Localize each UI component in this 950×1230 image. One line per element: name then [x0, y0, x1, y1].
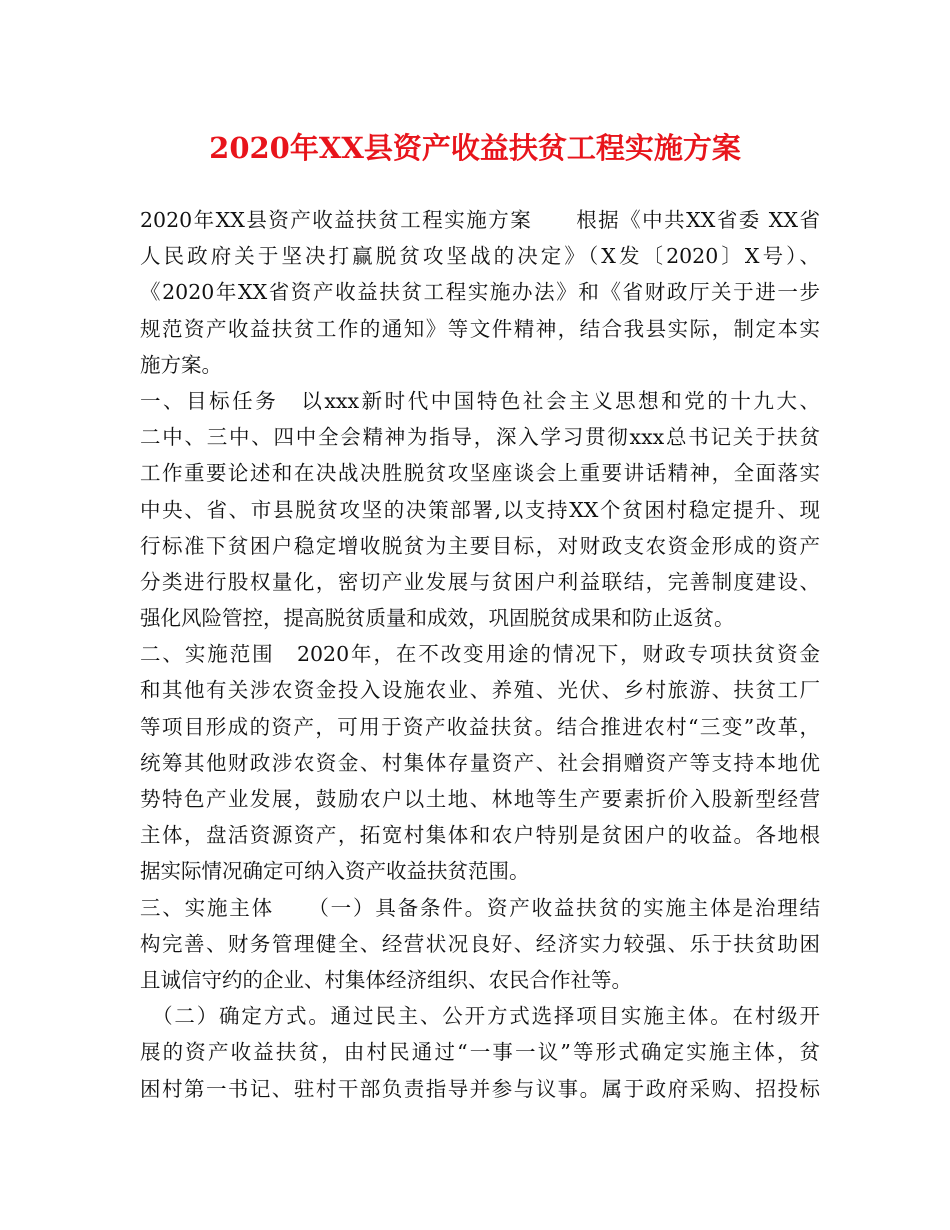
body-line: 二中、三中、四中全会精神为指导，深入学习贯彻xxx总书记关于扶贫 [140, 425, 820, 450]
body-line: 《2020年XX省资产收益扶贫工程实施办法》和《省财政厅关于进一步 [140, 280, 820, 305]
body-line: 行标准下贫困户稳定增收脱贫为主要目标，对财政支农资金形成的资产 [140, 533, 820, 558]
body-line: 势特色产业发展，鼓励农户以土地、林地等生产要素折价入股新型经营 [140, 787, 820, 811]
body-line: 二、实施范围 2020年，在不改变用途的情况下，财政专项扶贫资金 [140, 642, 820, 667]
document-title: 2020年XX县资产收益扶贫工程实施方案 [209, 131, 741, 165]
document-body [140, 202, 820, 1107]
body-line: 人民政府关于坚决打赢脱贫攻坚战的决定》（X发〔2020〕X号）、 [140, 244, 820, 269]
body-line: （二）确定方式。通过民主、公开方式选择项目实施主体。在村级开 [140, 1004, 820, 1029]
body-line: 分类进行股权量化，密切产业发展与贫困户利益联结，完善制度建设、 [140, 569, 820, 594]
body-line: 统筹其他财政涉农资金、村集体存量资产、社会捐赠资产等支持本地优 [140, 750, 820, 775]
body-line: 等项目形成的资产，可用于资产收益扶贫。结合推进农村“三变”改革， [140, 714, 820, 739]
body-line: 规范资产收益扶贫工作的通知》等文件精神，结合我县实际，制定本实 [140, 316, 820, 341]
body-line: 且诚信守约的企业、村集体经济组织、农民合作社等。 [140, 967, 632, 992]
body-line: 中央、省、市县脱贫攻坚的决策部署,以支持XX个贫困村稳定提升、现 [140, 497, 820, 522]
body-line: 构完善、财务管理健全、经营状况良好、经济实力较强、乐于扶贫助困 [140, 931, 820, 956]
body-line: 困村第一书记、驻村干部负责指导并参与议事。属于政府采购、招投标 [140, 1076, 820, 1101]
body-line: 2020年XX县资产收益扶贫工程实施方案 根据《中共XX省委 XX省 [140, 208, 820, 232]
body-line: 施方案。 [140, 352, 222, 377]
body-line: 据实际情况确定可纳入资产收益扶贫范围。 [140, 859, 530, 884]
body-line: 一、目标任务 以xxx新时代中国特色社会主义思想和党的十九大、 [140, 388, 820, 413]
body-line: 主体，盘活资源资产，拓宽村集体和农户特别是贫困户的收益。各地根 [140, 823, 820, 848]
body-line: 展的资产收益扶贫，由村民通过“一事一议”等形式确定实施主体，贫 [140, 1040, 820, 1065]
body-line: 强化风险管控，提高脱贫质量和成效，巩固脱贫成果和防止返贫。 [140, 606, 735, 631]
body-line: 三、实施主体 （一）具备条件。资产收益扶贫的实施主体是治理结 [140, 895, 820, 920]
body-line: 工作重要论述和在决战决胜脱贫攻坚座谈会上重要讲话精神，全面落实 [140, 461, 820, 486]
body-line: 和其他有关涉农资金投入设施农业、养殖、光伏、乡村旅游、扶贫工厂 [140, 678, 820, 703]
